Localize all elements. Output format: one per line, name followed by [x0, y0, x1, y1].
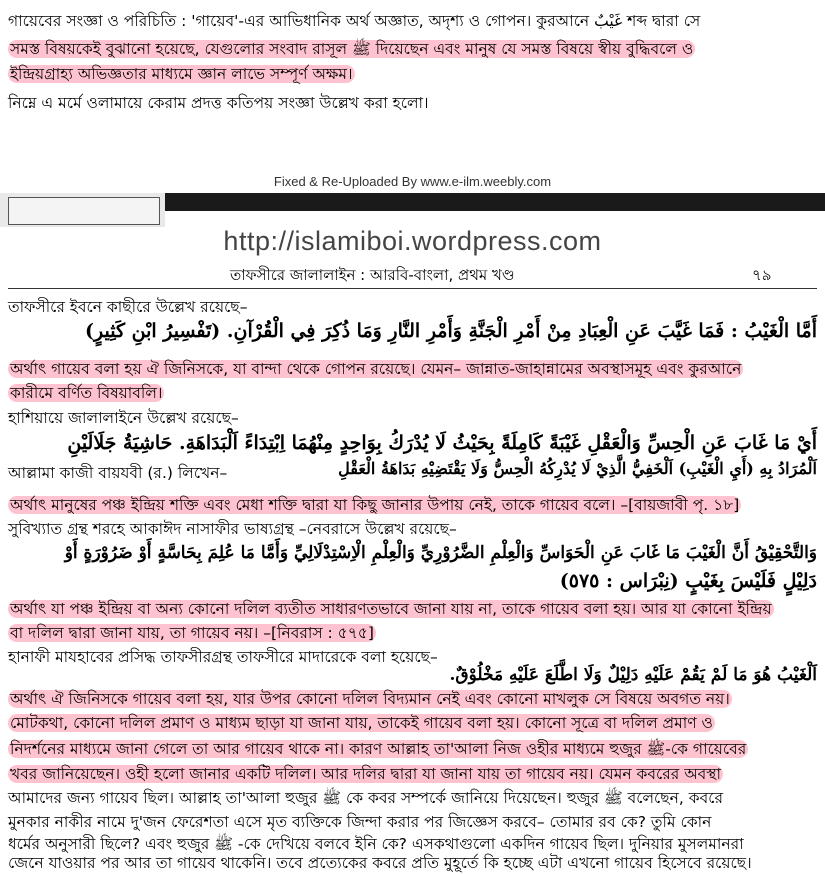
highlight: অর্থাৎ গায়েব বলা হয় ঐ জিনিসকে, যা বান্দা থেকে গোপন রয়েছে। যেমন– জান্নাত-জাহান্নামের অবস্থাসমূহ এবং কুরআনে: [10, 360, 742, 378]
body-line-10: [8, 688, 817, 710]
body-line-4: হাশিয়ায়ে জালালাইনে উল্লেখ রয়েছে–: [8, 409, 239, 427]
highlight: বা দলিল দ্বারা জানা যায়, তা গায়েব নয়। –[নিবরাস : ৫৭৫]: [10, 624, 374, 642]
body-line-8: [8, 622, 817, 644]
highlight: সমস্ত বিষয়কেই বুঝানো হয়েছে, যেগুলোর সংবাদ রাসূল ﷺ দিয়েছেন এবং মানুষ যে সমস্ত বিষয়ে স্বীয় বুদ্ধিবলে ও: [10, 40, 694, 58]
arabic-quote-nibras-cont: دَلِيْلٍ فَلَيْسَ بِغَيْبٍ (نِبْرَاس : ٥٧٥): [559, 570, 817, 592]
body-line-9: হানাফী মাযহাবের প্রসিদ্ধ তাফসীরগ্রন্থ তাফসীরে মাদারেকে বলা হয়েছে–: [8, 648, 438, 666]
cover-thumbnail: [8, 197, 160, 225]
body-line-3: [8, 382, 817, 404]
body-line-5: [8, 494, 817, 516]
highlight: অর্থাৎ যা পঞ্চ ইন্দ্রিয় বা অন্য কোনো দলিল ব্যতীত সাধারণতভাবে জানা যায় না, তাকে গায়েব বলা হয়। আর যা কোনো ইন্দ্রিয়: [10, 600, 772, 618]
body-line-14: আমাদের জন্য গায়েব ছিল। আল্লাহ তা'আলা হুজুর ﷺ কে কবর সম্পর্কে জানিয়ে দিয়েছেন। হুজুর ﷺ বলেছেন, কবরে: [8, 789, 724, 807]
watermark-url: http://islamiboi.wordpress.com: [223, 226, 602, 256]
body-line-2: [8, 358, 817, 380]
top-line-4: নিম্নে এ মর্মে ওলামায়ে কেরাম প্রদত্ত কতিপয় সংজ্ঞা উল্লেখ করা হলো।: [8, 94, 429, 112]
body-line-7: [8, 598, 817, 620]
top-line-2: [8, 38, 817, 60]
running-header: তাফসীরে জালালাইন : আরবি-বাংলা, প্রথম খণ্ড: [230, 266, 515, 284]
highlight: মোটকথা, কোনো দলিল প্রমাণ ও মাধ্যম ছাড়া যা জানা যায়, তাকেই গায়েব বলা হয়। কোনো সূত্রে বা দলিল প্রমাণ ও: [10, 714, 713, 732]
arabic-quote-madarik: اَلْغَيْبُ هُوَ مَا لَمْ يَقُمْ عَلَيْهِ دَلِيْلٌ وَلَا اطَّلَعَ عَلَيْهِ مَخْلُوْقٌ.: [449, 665, 817, 685]
highlight: নিদর্শনের মাধ্যমে জানা গেলে তা আর গায়েব থাকে না। কারণ আল্লাহ তা'আলা নিজ ওহীর মাধ্যমে হুজুর ﷺ-কে গায়েবের: [10, 740, 747, 758]
body-line-1: তাফসীরে ইবনে কাছীরে উল্লেখ রয়েছে–: [8, 298, 248, 316]
body-line-17: জেনে যাওয়ার পর আর তা গায়েব থাকেনি। তবে প্রত্যেকের কবরে প্রতি মুহূর্তে কি হচ্ছে এটা এখনো গায়েব হিসেবে রয়েছে।: [8, 854, 752, 872]
arabic-quote-baydawi: اَلْمُرَادُ بِهِ (أَيِ الْغَيْبِ) اَلْخَفِيُّ الَّذِيْ لَا يُدْرِكُهُ الْحِسُّ وَلَا يَقْتَضِيْهِ بَدَاهَةُ الْعَقْلِ: [338, 459, 817, 478]
arabic-quote-nibras: وَالتَّحْقِيْقُ أَنَّ الْغَيْبَ مَا غَابَ عَنِ الْحَوَاسِّ وَالْعِلْمِ الضَّرُوْرِيِّ وَالْعِلْمِ الْاِسْتِدْلَالِيِّ وَأَمَّا مَا عُلِمَ بِحَاسَّةٍ أَوْ ضَرُوْرَةٍ أَوْ: [64, 543, 817, 563]
header-rule: [8, 288, 817, 289]
body-line-15: মুনকার নাকীর নামে দু'জন ফেরেশতা এসে মৃত ব্যক্তিকে জিন্দা করার পর জিজ্ঞেস করবে– তোমার রব কে? তুমি কোন: [8, 813, 712, 831]
arabic-quote-hashiya: أَيْ مَا غَابَ عَنِ الْحِسِّ وَالْعَقْلِ غَيْبَةً كَامِلَةً بِحَيْثُ لَا يُدْرَكُ بِوَاحِدٍ مِنْهُمَا اِبْتِدَاءً اَلْبَدَاهَةِ. حَاشِيَةُ جَلَالَيْنِ: [67, 432, 817, 454]
highlight: কারীমে বর্ণিত বিষয়াবলি।: [10, 384, 163, 402]
highlight: ইন্দ্রিয়গ্রাহ্য অভিজ্ঞতার মাধ্যমে জ্ঞান লাভে সম্পূর্ণ অক্ষম।: [10, 65, 353, 83]
highlight: অর্থাৎ মানুষের পঞ্চ ইন্দ্রিয় শক্তি এবং মেধা শক্তি দ্বারা যা কিছু জানার উপায় নেই, তাকে গায়েব বলে। –[বায়জাবী পৃ. ১৮]: [10, 496, 740, 514]
body-line-12: [8, 738, 817, 760]
page-number: ৭৯: [752, 266, 772, 284]
top-line-1: গায়েবের সংজ্ঞা ও পরিচিতি : 'গায়েব'-এর আভিধানিক অর্থ অজ্ঞাত, অদৃশ্য ও গোপন। কুরআনে غَيْبٌ শব্দ দ্বারা সে: [8, 12, 701, 30]
body-line-baydawi-lead: আল্লামা কাজী বায়যবী (র.) লিখেন–: [8, 464, 228, 482]
body-line-16: ধর্মের অনুসারী ছিলে? এবং হুজুর ﷺ -কে দেখিয়ে বলবে ইনি কে? এসকথাগুলো একদিন গায়েব ছিল। দুনিয়ার মুসলমানরা: [8, 835, 744, 853]
top-line-3: [8, 63, 817, 85]
highlight: খবর জানিয়েছেন। ওহী হলো জানার একটি দলিল। আর দলির দ্বারা যা জানা যায় তা গায়েব নয়। যেমন কবরের অবস্থা: [10, 765, 722, 783]
highlight: অর্থাৎ ঐ জিনিসকে গায়েব বলা হয়, যার উপর কোনো দলিল বিদ্যমান নেই এবং কোনো মাখলুক সে বিষয়ে অবগত নয়।: [10, 690, 730, 708]
reupload-credit: Fixed & Re-Uploaded By www.e-ilm.weebly.com: [273, 174, 552, 189]
body-line-11: [8, 712, 817, 734]
arabic-quote-ibn-kathir: أَمَّا الْغَيْبُ : فَمَا غَيَّبَ عَنِ الْعِبَادِ مِنْ أَمْرِ الْجَنَّةِ وَأَمْرِ النَّارِ وَمَا ذُكِرَ فِي الْقُرْآنِ. (تَفْسِيرُ ابْنِ كَثِيرٍ): [85, 320, 817, 342]
body-line-6: সুবিখ্যাত গ্রন্থ শরহে আকাঈদ নাসাফীর ভাষ্যগ্রন্থ –নেবরাসে উল্লেখ রয়েছে–: [8, 520, 457, 538]
body-line-13: [8, 763, 817, 785]
